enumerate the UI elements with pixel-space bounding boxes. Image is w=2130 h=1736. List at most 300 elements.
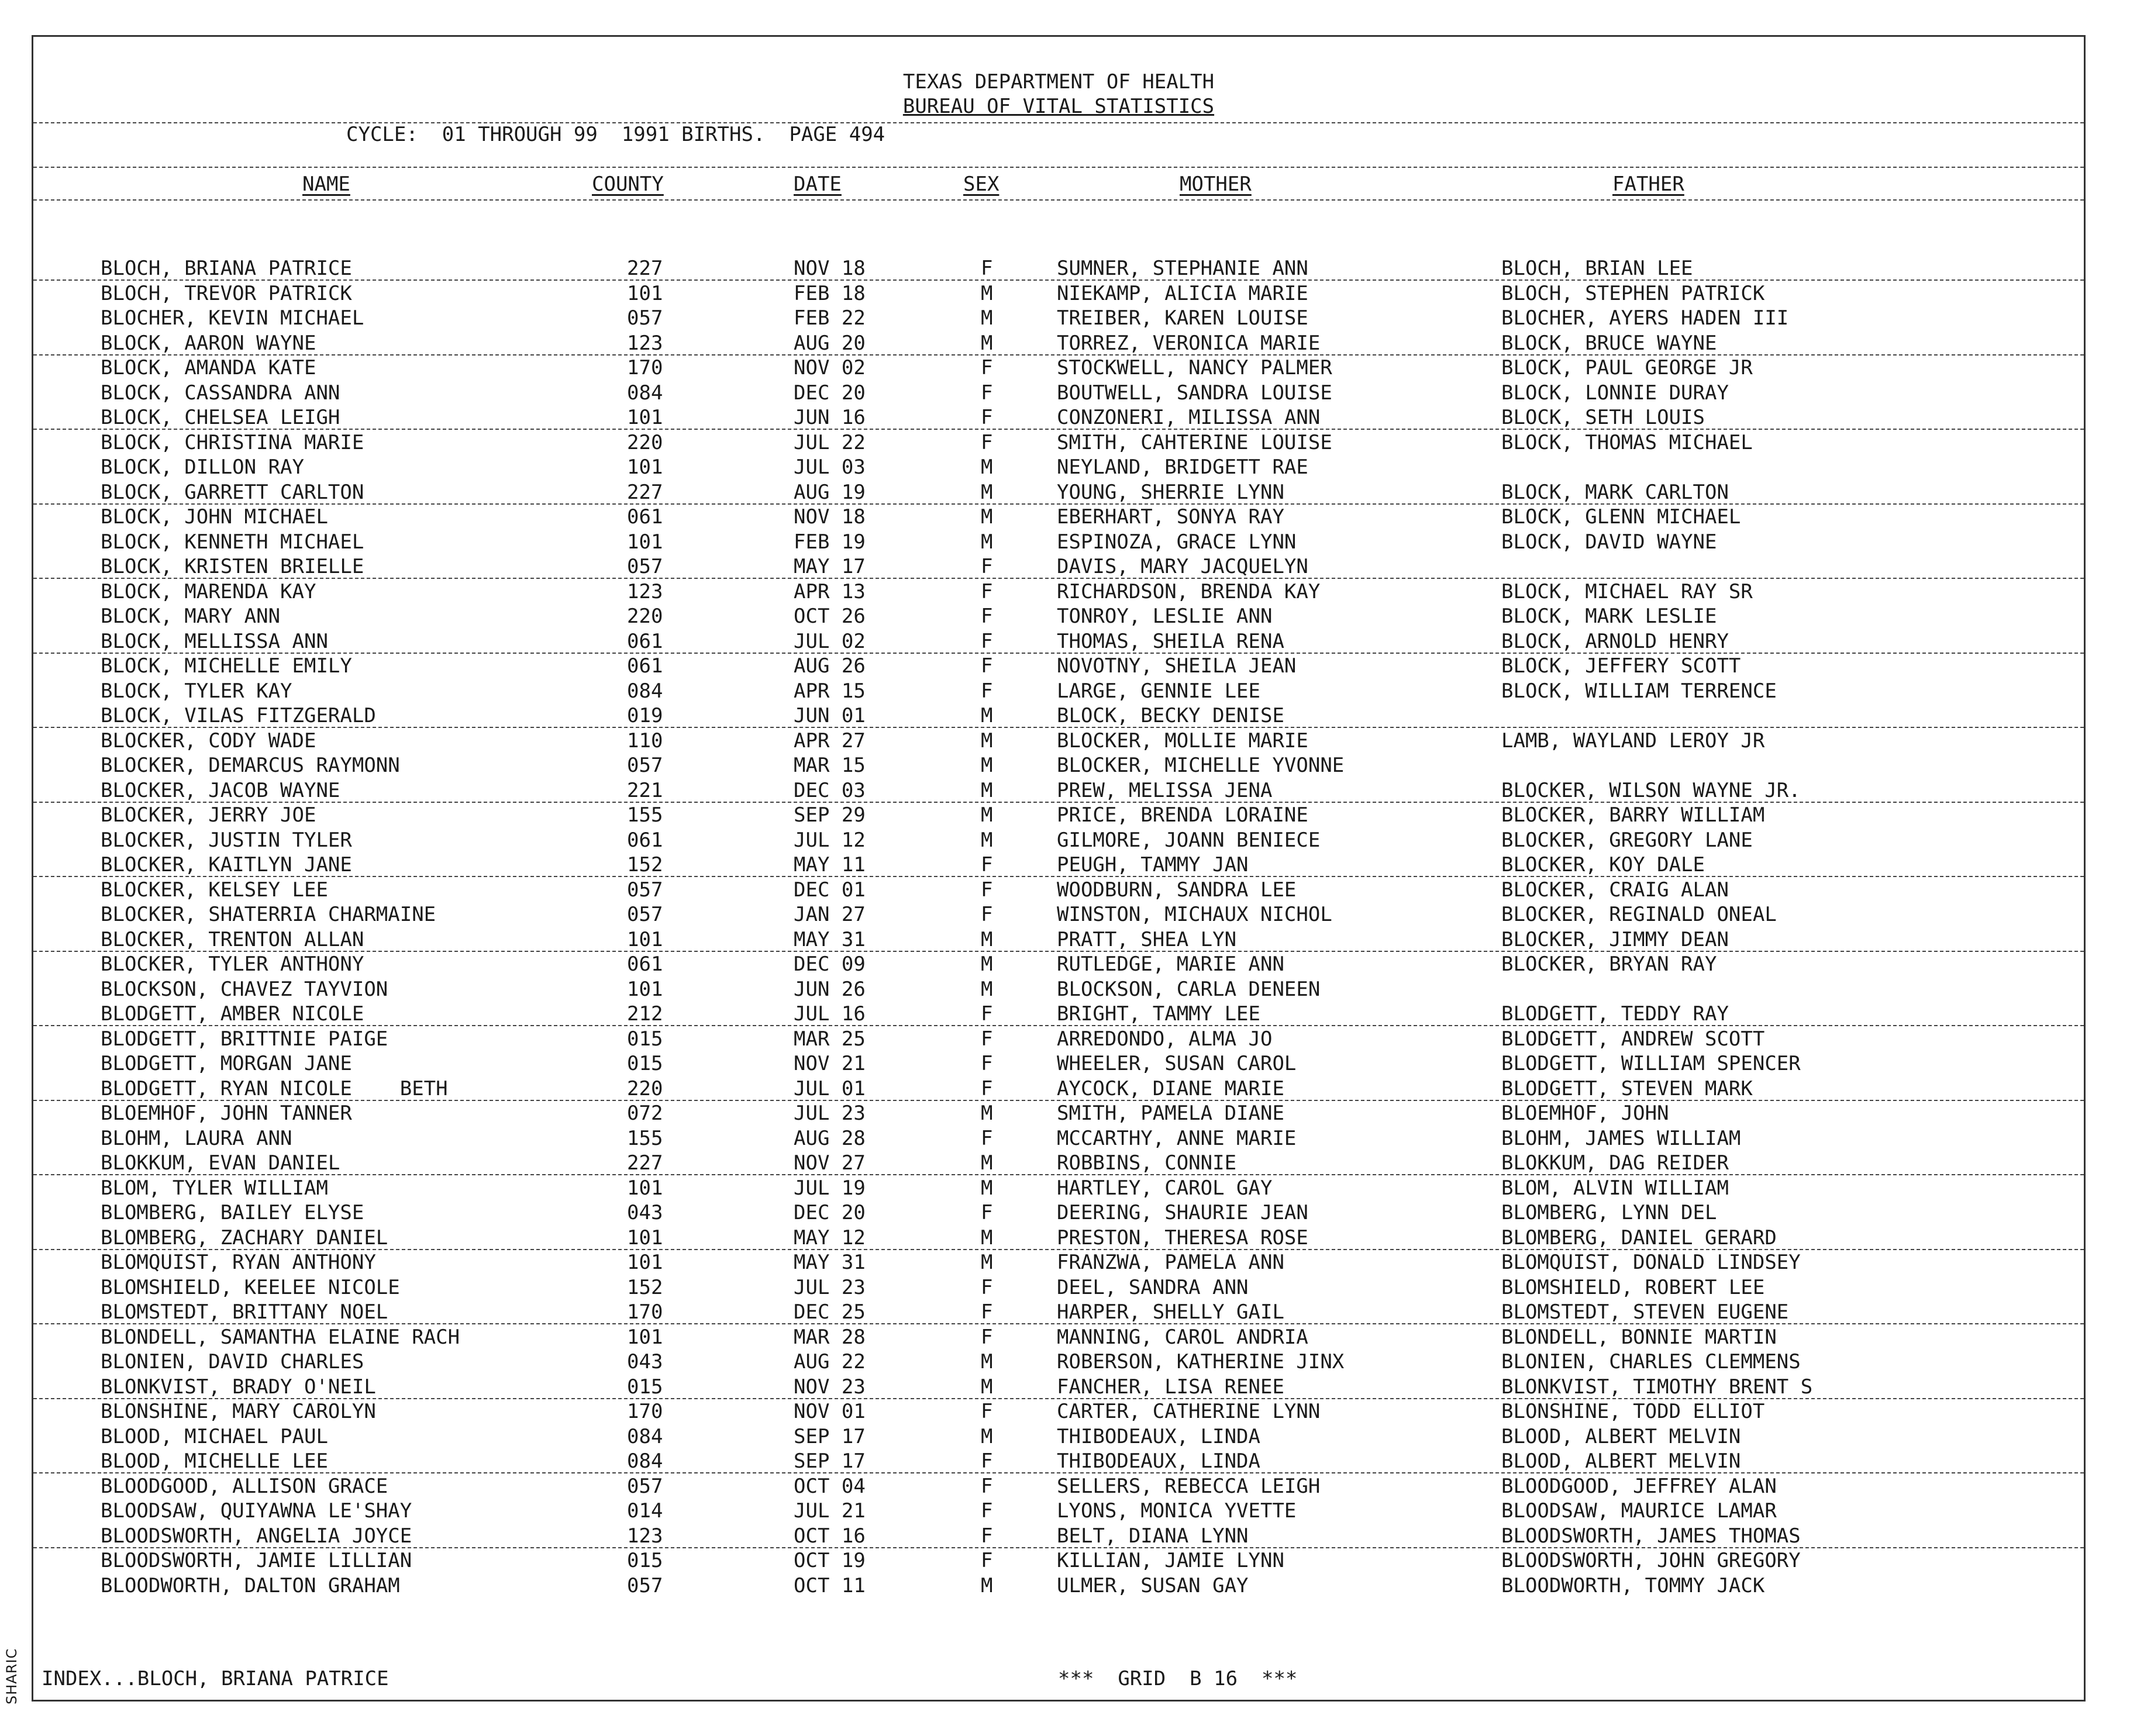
cell-date: MAR 28 (794, 1325, 866, 1349)
cell-father: BLOODSWORTH, JOHN GREGORY (1501, 1549, 1801, 1572)
cell-date: NOV 18 (794, 505, 866, 529)
cell-name: BLOCK, CHELSEA LEIGH (101, 406, 340, 429)
cell-mother: TREIBER, KAREN LOUISE (1057, 306, 1308, 330)
cell-sex: F (981, 381, 993, 405)
table-row (33, 554, 2084, 579)
cell-sex: F (981, 654, 993, 678)
cell-name: BLODGETT, MORGAN JANE (101, 1052, 352, 1075)
cell-date: SEP 29 (794, 803, 866, 827)
cell-father: BLOCHER, AYERS HADEN III (1501, 306, 1789, 330)
column-header-date: DATE (794, 172, 842, 196)
cell-name: BLOCKER, SHATERRIA CHARMAINE (101, 903, 436, 926)
cell-sex: F (981, 555, 993, 578)
table-row (33, 803, 2084, 827)
table-row (33, 1002, 2084, 1026)
table-row (33, 703, 2084, 728)
cell-date: OCT 26 (794, 605, 866, 628)
cell-sex: F (981, 1027, 993, 1051)
cell-name: BLONKVIST, BRADY O'NEIL (101, 1375, 376, 1399)
cell-county: 227 (627, 257, 663, 280)
cell-county: 072 (627, 1102, 663, 1125)
cell-mother: WHEELER, SUSAN CAROL (1057, 1052, 1297, 1075)
table-row (33, 480, 2084, 505)
cell-county: 057 (627, 1474, 663, 1498)
cell-name: BLOMSHIELD, KEELEE NICOLE (101, 1275, 400, 1299)
cell-father: BLONIEN, CHARLES CLEMMENS (1501, 1350, 1801, 1373)
cell-date: MAR 15 (794, 754, 866, 777)
cell-sex: M (981, 1226, 993, 1250)
cell-name: BLONIEN, DAVID CHARLES (101, 1350, 364, 1373)
cell-date: MAY 11 (794, 853, 866, 876)
cell-mother: LARGE, GENNIE LEE (1057, 679, 1260, 703)
cell-father: BLOCH, STEPHEN PATRICK (1501, 281, 1765, 305)
cell-mother: WINSTON, MICHAUX NICHOL (1057, 903, 1332, 926)
cell-father: BLOCK, PAUL GEORGE JR (1501, 356, 1753, 379)
cell-county: 043 (627, 1201, 663, 1224)
table-row (33, 1449, 2084, 1473)
cell-county: 014 (627, 1499, 663, 1523)
header-divider (33, 122, 2084, 123)
cell-mother: BELT, DIANA LYNN (1057, 1524, 1249, 1548)
cell-county: 227 (627, 1151, 663, 1175)
cell-date: JUN 01 (794, 704, 866, 727)
column-header-county: COUNTY (592, 172, 664, 196)
cell-county: 101 (627, 281, 663, 305)
table-row (33, 405, 2084, 430)
cell-date: JUL 02 (794, 629, 866, 653)
cell-mother: MCCARTHY, ANNE MARIE (1057, 1126, 1297, 1150)
table-row (33, 629, 2084, 654)
cell-date: DEC 09 (794, 952, 866, 976)
cell-father: BLOCKER, BRYAN RAY (1501, 952, 1717, 976)
cell-name: BLOCK, JOHN MICHAEL (101, 505, 328, 529)
table-row (33, 1200, 2084, 1225)
cell-sex: M (981, 778, 993, 802)
cell-county: 170 (627, 356, 663, 379)
cell-sex: M (981, 281, 993, 305)
cell-mother: FANCHER, LISA RENEE (1057, 1375, 1284, 1399)
table-row (33, 1250, 2084, 1275)
table-row (33, 306, 2084, 330)
cell-county: 227 (627, 480, 663, 504)
cell-mother: PEUGH, TAMMY JAN (1057, 853, 1249, 876)
cell-date: AUG 22 (794, 1350, 866, 1373)
cell-name: BLOMBERG, BAILEY ELYSE (101, 1201, 364, 1224)
cell-sex: F (981, 1275, 993, 1299)
cell-name: BLODGETT, AMBER NICOLE (101, 1002, 364, 1026)
cell-mother: SMITH, PAMELA DIANE (1057, 1102, 1284, 1125)
cell-county: 057 (627, 555, 663, 578)
cell-county: 220 (627, 430, 663, 454)
table-row (33, 381, 2084, 405)
cell-county: 101 (627, 406, 663, 429)
cell-county: 084 (627, 679, 663, 703)
cell-father: BLODGETT, STEVEN MARK (1501, 1076, 1753, 1100)
cell-mother: NEYLAND, BRIDGETT RAE (1057, 455, 1308, 479)
cell-mother: THOMAS, SHEILA RENA (1057, 629, 1284, 653)
cell-date: JUL 23 (794, 1102, 866, 1125)
cell-mother: CONZONERI, MILISSA ANN (1057, 406, 1321, 429)
cell-mother: BOUTWELL, SANDRA LOUISE (1057, 381, 1332, 405)
cell-sex: M (981, 828, 993, 852)
column-header-mother: MOTHER (1180, 172, 1252, 196)
cell-father: BLOMBERG, DANIEL GERARD (1501, 1226, 1777, 1250)
cell-sex: M (981, 1350, 993, 1373)
footer-grid: *** GRID B 16 *** (1058, 1667, 1298, 1690)
cell-sex: F (981, 853, 993, 876)
cell-sex: M (981, 505, 993, 529)
cell-date: MAY 12 (794, 1226, 866, 1250)
table-row (33, 927, 2084, 952)
table-row (33, 878, 2084, 902)
cell-date: FEB 18 (794, 281, 866, 305)
cell-name: BLOCH, TREVOR PATRICK (101, 281, 352, 305)
cell-county: 170 (627, 1400, 663, 1423)
table-row (33, 1350, 2084, 1374)
column-header-divider (33, 199, 2084, 201)
cell-date: NOV 18 (794, 257, 866, 280)
cell-name: BLOCK, AMANDA KATE (101, 356, 316, 379)
cell-date: JUN 16 (794, 406, 866, 429)
cell-sex: M (981, 1176, 993, 1200)
column-header-name: NAME (302, 172, 350, 196)
cell-name: BLOMQUIST, RYAN ANTHONY (101, 1251, 376, 1274)
cell-date: JAN 27 (794, 903, 866, 926)
cell-name: BLOCKER, JERRY JOE (101, 803, 316, 827)
table-row (33, 1524, 2084, 1548)
cell-mother: FRANZWA, PAMELA ANN (1057, 1251, 1284, 1274)
cell-name: BLOCHER, KEVIN MICHAEL (101, 306, 364, 330)
table-row (33, 579, 2084, 604)
cell-father: BLOOD, ALBERT MELVIN (1501, 1424, 1741, 1448)
cell-sex: F (981, 1400, 993, 1423)
cell-name: BLOKKUM, EVAN DANIEL (101, 1151, 340, 1175)
table-row (33, 729, 2084, 753)
cell-county: 101 (627, 927, 663, 951)
cell-name: BLODGETT, RYAN NICOLE BETH (101, 1076, 448, 1100)
side-label: SHARIC (4, 1648, 20, 1704)
cell-sex: F (981, 579, 993, 603)
bureau-title: BUREAU OF VITAL STATISTICS (902, 95, 1215, 118)
cell-date: DEC 20 (794, 1201, 866, 1224)
table-row (33, 430, 2084, 455)
cell-mother: BLOCKSON, CARLA DENEEN (1057, 977, 1321, 1001)
table-row (33, 1151, 2084, 1175)
cell-name: BLOCKER, TRENTON ALLAN (101, 927, 364, 951)
cell-date: JUL 03 (794, 455, 866, 479)
cell-mother: HARTLEY, CAROL GAY (1057, 1176, 1273, 1200)
cell-name: BLOCKER, TYLER ANTHONY (101, 952, 364, 976)
cell-mother: SMITH, CAHTERINE LOUISE (1057, 430, 1332, 454)
cell-sex: M (981, 1251, 993, 1274)
cell-sex: M (981, 754, 993, 777)
cell-father: BLOODGOOD, JEFFREY ALAN (1501, 1474, 1777, 1498)
cell-father: BLOCKER, JIMMY DEAN (1501, 927, 1729, 951)
cell-name: BLOCH, BRIANA PATRICE (101, 257, 352, 280)
cell-name: BLOCK, VILAS FITZGERALD (101, 704, 376, 727)
cell-sex: F (981, 1474, 993, 1498)
document-frame (32, 35, 2086, 1702)
cell-county: 057 (627, 1573, 663, 1597)
cell-father: BLONKVIST, TIMOTHY BRENT S (1501, 1375, 1813, 1399)
cell-father: BLOKKUM, DAG REIDER (1501, 1151, 1729, 1175)
cell-name: BLOCKER, JACOB WAYNE (101, 778, 340, 802)
cell-mother: TORREZ, VERONICA MARIE (1057, 331, 1321, 355)
cell-father: BLOMSHIELD, ROBERT LEE (1501, 1275, 1765, 1299)
table-row (33, 1027, 2084, 1051)
cell-father: LAMB, WAYLAND LEROY JR (1501, 729, 1765, 753)
cell-father: BLOCK, GLENN MICHAEL (1501, 505, 1741, 529)
cell-county: 015 (627, 1375, 663, 1399)
cell-mother: THIBODEAUX, LINDA (1057, 1449, 1260, 1473)
cell-date: MAY 31 (794, 1251, 866, 1274)
cell-father: BLODGETT, TEDDY RAY (1501, 1002, 1729, 1026)
cell-father: BLOCK, SETH LOUIS (1501, 406, 1705, 429)
cell-county: 084 (627, 381, 663, 405)
cell-father: BLOCK, WILLIAM TERRENCE (1501, 679, 1777, 703)
cell-name: BLOOD, MICHELLE LEE (101, 1449, 328, 1473)
cell-sex: F (981, 1300, 993, 1324)
cell-date: OCT 04 (794, 1474, 866, 1498)
cell-county: 057 (627, 878, 663, 902)
cell-sex: M (981, 455, 993, 479)
cell-date: JUL 16 (794, 1002, 866, 1026)
cell-mother: TONROY, LESLIE ANN (1057, 605, 1273, 628)
footer-index: INDEX...BLOCH, BRIANA PATRICE (42, 1667, 389, 1690)
cell-name: BLOODSWORTH, ANGELIA JOYCE (101, 1524, 412, 1548)
cell-sex: M (981, 530, 993, 554)
cell-name: BLOCK, TYLER KAY (101, 679, 292, 703)
cell-date: AUG 19 (794, 480, 866, 504)
cell-county: 101 (627, 1176, 663, 1200)
cell-county: 015 (627, 1549, 663, 1572)
table-row (33, 1226, 2084, 1250)
table-row (33, 1076, 2084, 1101)
cell-mother: PRESTON, THERESA ROSE (1057, 1226, 1308, 1250)
cell-county: 123 (627, 1524, 663, 1548)
table-row (33, 281, 2084, 306)
cell-mother: HARPER, SHELLY GAIL (1057, 1300, 1284, 1324)
cell-county: 061 (627, 828, 663, 852)
cell-county: 043 (627, 1350, 663, 1373)
cell-sex: F (981, 1052, 993, 1075)
cell-name: BLOODGOOD, ALLISON GRACE (101, 1474, 388, 1498)
cell-sex: F (981, 1201, 993, 1224)
cell-county: 019 (627, 704, 663, 727)
cell-sex: M (981, 1151, 993, 1175)
cell-father: BLOCKER, CRAIG ALAN (1501, 878, 1729, 902)
cell-name: BLOCK, CASSANDRA ANN (101, 381, 340, 405)
table-row (33, 256, 2084, 281)
cell-date: FEB 22 (794, 306, 866, 330)
cell-name: BLOCKSON, CHAVEZ TAYVION (101, 977, 388, 1001)
cell-sex: F (981, 903, 993, 926)
table-row (33, 505, 2084, 529)
cell-father: BLOCK, LONNIE DURAY (1501, 381, 1729, 405)
cell-mother: AYCOCK, DIANE MARIE (1057, 1076, 1284, 1100)
cell-mother: PRICE, BRENDA LORAINE (1057, 803, 1308, 827)
table-row (33, 1300, 2084, 1324)
table-row (33, 952, 2084, 976)
cell-name: BLOCKER, CODY WADE (101, 729, 316, 753)
cell-date: MAY 17 (794, 555, 866, 578)
cell-mother: CARTER, CATHERINE LYNN (1057, 1400, 1321, 1423)
cell-date: APR 15 (794, 679, 866, 703)
cell-name: BLOEMHOF, JOHN TANNER (101, 1102, 352, 1125)
cell-county: 084 (627, 1424, 663, 1448)
cell-mother: ROBBINS, CONNIE (1057, 1151, 1237, 1175)
cell-father: BLOODSWORTH, JAMES THOMAS (1501, 1524, 1801, 1548)
table-row (33, 654, 2084, 678)
table-row (33, 1176, 2084, 1200)
cell-county: 152 (627, 853, 663, 876)
cell-name: BLOCK, MARENDA KAY (101, 579, 316, 603)
table-row (33, 331, 2084, 356)
cell-father: BLOMQUIST, DONALD LINDSEY (1501, 1251, 1801, 1274)
cell-date: JUL 23 (794, 1275, 866, 1299)
cell-father: BLODGETT, WILLIAM SPENCER (1501, 1052, 1801, 1075)
cell-mother: SELLERS, REBECCA LEIGH (1057, 1474, 1321, 1498)
cell-sex: F (981, 1076, 993, 1100)
table-row (33, 1051, 2084, 1076)
table-row (33, 679, 2084, 703)
cell-sex: M (981, 803, 993, 827)
cell-sex: M (981, 331, 993, 355)
table-row (33, 902, 2084, 927)
table-row (33, 1548, 2084, 1573)
cell-sex: M (981, 977, 993, 1001)
table-row (33, 1474, 2084, 1499)
cell-date: SEP 17 (794, 1424, 866, 1448)
cell-county: 015 (627, 1052, 663, 1075)
table-row (33, 455, 2084, 479)
cell-county: 061 (627, 505, 663, 529)
cell-county: 057 (627, 754, 663, 777)
cell-county: 101 (627, 1226, 663, 1250)
cell-father: BLOOD, ALBERT MELVIN (1501, 1449, 1741, 1473)
cell-mother: LYONS, MONICA YVETTE (1057, 1499, 1297, 1523)
cell-sex: M (981, 1102, 993, 1125)
header-divider-2 (33, 167, 2084, 168)
cell-date: DEC 25 (794, 1300, 866, 1324)
cell-sex: M (981, 1424, 993, 1448)
cell-county: 220 (627, 1076, 663, 1100)
cell-county: 220 (627, 605, 663, 628)
cell-name: BLOCKER, JUSTIN TYLER (101, 828, 352, 852)
cell-sex: F (981, 1499, 993, 1523)
cell-date: NOV 23 (794, 1375, 866, 1399)
cell-date: OCT 19 (794, 1549, 866, 1572)
cell-county: 152 (627, 1275, 663, 1299)
cell-mother: BLOCKER, MICHELLE YVONNE (1057, 754, 1345, 777)
cell-mother: NOVOTNY, SHEILA JEAN (1057, 654, 1297, 678)
cell-name: BLOODSAW, QUIYAWNA LE'SHAY (101, 1499, 412, 1523)
cell-sex: F (981, 1126, 993, 1150)
cell-date: DEC 01 (794, 878, 866, 902)
cell-sex: F (981, 878, 993, 902)
cell-name: BLOCK, KENNETH MICHAEL (101, 530, 364, 554)
cell-name: BLOOD, MICHAEL PAUL (101, 1424, 328, 1448)
cell-county: 110 (627, 729, 663, 753)
cell-father: BLOCK, MARK CARLTON (1501, 480, 1729, 504)
cell-father: BLOMSTEDT, STEVEN EUGENE (1501, 1300, 1789, 1324)
cell-mother: GILMORE, JOANN BENIECE (1057, 828, 1321, 852)
cell-mother: DAVIS, MARY JACQUELYN (1057, 555, 1308, 578)
cell-name: BLOCK, MELLISSA ANN (101, 629, 328, 653)
cell-father: BLONDELL, BONNIE MARTIN (1501, 1325, 1777, 1349)
cell-county: 015 (627, 1027, 663, 1051)
cell-father: BLODGETT, ANDREW SCOTT (1501, 1027, 1765, 1051)
cell-mother: MANNING, CAROL ANDRIA (1057, 1325, 1308, 1349)
cell-mother: ROBERSON, KATHERINE JINX (1057, 1350, 1345, 1373)
cell-county: 101 (627, 1325, 663, 1349)
table-row (33, 977, 2084, 1002)
cell-sex: F (981, 257, 993, 280)
cell-mother: BLOCK, BECKY DENISE (1057, 704, 1284, 727)
table-row (33, 604, 2084, 629)
cell-date: NOV 01 (794, 1400, 866, 1423)
department-title: TEXAS DEPARTMENT OF HEALTH (902, 70, 1215, 94)
table-row (33, 1424, 2084, 1449)
cell-name: BLOODWORTH, DALTON GRAHAM (101, 1573, 400, 1597)
cell-sex: F (981, 430, 993, 454)
cell-mother: BRIGHT, TAMMY LEE (1057, 1002, 1260, 1026)
cell-date: AUG 20 (794, 331, 866, 355)
cell-date: JUL 12 (794, 828, 866, 852)
cell-county: 057 (627, 903, 663, 926)
cell-date: JUL 19 (794, 1176, 866, 1200)
cell-sex: M (981, 927, 993, 951)
cell-county: 084 (627, 1449, 663, 1473)
cell-date: OCT 16 (794, 1524, 866, 1548)
cell-date: JUL 21 (794, 1499, 866, 1523)
cell-father: BLOODWORTH, TOMMY JACK (1501, 1573, 1765, 1597)
cell-mother: BLOCKER, MOLLIE MARIE (1057, 729, 1308, 753)
cell-county: 170 (627, 1300, 663, 1324)
cell-name: BLOCK, GARRETT CARLTON (101, 480, 364, 504)
cell-mother: ULMER, SUSAN GAY (1057, 1573, 1249, 1597)
cell-father: BLOM, ALVIN WILLIAM (1501, 1176, 1729, 1200)
cell-date: DEC 20 (794, 381, 866, 405)
cell-name: BLOMSTEDT, BRITTANY NOEL (101, 1300, 388, 1324)
table-row (33, 1126, 2084, 1151)
cell-father: BLOCKER, BARRY WILLIAM (1501, 803, 1765, 827)
cell-sex: F (981, 679, 993, 703)
cell-county: 101 (627, 530, 663, 554)
table-row (33, 1325, 2084, 1350)
table-row (33, 1275, 2084, 1300)
cell-father: BLOEMHOF, JOHN (1501, 1102, 1669, 1125)
cell-mother: NIEKAMP, ALICIA MARIE (1057, 281, 1308, 305)
cell-date: JUL 22 (794, 430, 866, 454)
cell-father: BLONSHINE, TODD ELLIOT (1501, 1400, 1765, 1423)
cell-date: OCT 11 (794, 1573, 866, 1597)
cell-sex: F (981, 406, 993, 429)
cell-name: BLOHM, LAURA ANN (101, 1126, 292, 1150)
cell-name: BLOCK, DILLON RAY (101, 455, 304, 479)
table-row (33, 828, 2084, 853)
cell-name: BLODGETT, BRITTNIE PAIGE (101, 1027, 388, 1051)
cell-name: BLOCKER, KAITLYN JANE (101, 853, 352, 876)
column-header-sex: SEX (963, 172, 999, 196)
cell-date: JUL 01 (794, 1076, 866, 1100)
cell-mother: ESPINOZA, GRACE LYNN (1057, 530, 1297, 554)
cell-name: BLONDELL, SAMANTHA ELAINE RACH (101, 1325, 460, 1349)
cell-date: JUN 26 (794, 977, 866, 1001)
cell-sex: M (981, 729, 993, 753)
column-header-father: FATHER (1612, 172, 1684, 196)
table-row (33, 1573, 2084, 1598)
